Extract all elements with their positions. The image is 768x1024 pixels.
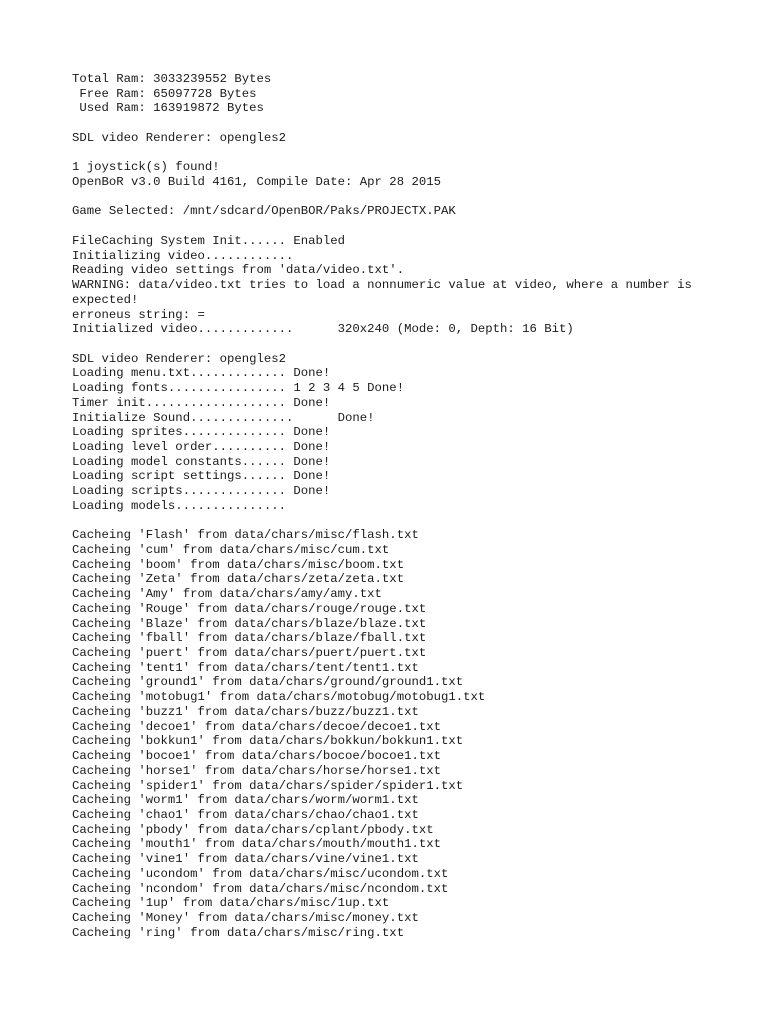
log-line-loading: Timer init................... Done! [72,395,331,410]
log-line-filecaching: FileCaching System Init...... Enabled [72,233,346,248]
log-line-renderer: SDL video Renderer: opengles2 [72,351,287,366]
loading-section [72,366,712,513]
log-line-cacheing: Cacheing 'pbody' from data/chars/cplant/pbody.txt [72,822,434,837]
log-line-warning: WARNING: data/video.txt tries to load a nonnumeric value at video, where a number is expected! [72,278,700,307]
log-line-loading: Loading model constants...... Done! [72,454,331,469]
log-line-cacheing: Cacheing 'ncondom' from data/chars/misc/ncondom.txt [72,881,449,896]
log-line-cacheing: Cacheing 'chao1' from data/chars/chao/chao1.txt [72,807,419,822]
memory-section [72,72,712,116]
spacer [72,190,712,205]
log-line-cacheing: Cacheing 'bokkun1' from data/chars/bokkun/bokkun1.txt [72,734,464,749]
log-line-renderer: SDL video Renderer: opengles2 [72,130,287,145]
log-line-used-ram: Used Ram: 163919872 Bytes [72,101,264,116]
log-line-cacheing: Cacheing 'cum' from data/chars/misc/cum.txt [72,543,390,557]
log-line-cacheing: Cacheing 'Amy' from data/chars/amy/amy.txt [72,587,382,602]
log-line-erroneus-string: erroneus string: = [72,307,205,322]
console-log [72,72,712,940]
spacer [72,219,712,234]
log-line-version: OpenBoR v3.0 Build 4161, Compile Date: Apr 28 2015 [72,175,441,190]
log-line-cacheing: Cacheing 'ground1' from data/chars/ground/ground1.txt [72,675,464,690]
log-line-cacheing: Cacheing '1up' from data/chars/misc/1up.txt [72,896,390,911]
log-line-loading: Loading scripts.............. Done! [72,484,331,499]
log-line-cacheing: Cacheing 'ring' from data/chars/misc/ring.txt [72,925,405,940]
log-line-cacheing: Cacheing 'Money' from data/chars/misc/money.txt [72,910,419,925]
log-line-total-ram: Total Ram: 3033239552 Bytes [72,72,272,86]
spacer [72,146,712,161]
log-line-cacheing: Cacheing 'fball' from data/chars/blaze/fball.txt [72,631,427,646]
log-line-loading: Loading script settings...... Done! [72,469,331,484]
log-line-cacheing: Cacheing 'mouth1' from data/chars/mouth/mouth1.txt [72,837,441,852]
log-line-loading: Initialize Sound.............. Done! [72,410,375,425]
log-line-cacheing: Cacheing 'tent1' from data/chars/tent/tent1.txt [72,660,419,675]
caching-section [72,528,712,940]
video-init-section [72,234,712,337]
log-line-cacheing: Cacheing 'vine1' from data/chars/vine/vine1.txt [72,852,419,867]
log-line-initialized-video: Initialized video............. 320x240 (Mode: 0, Depth: 16 Bit) [72,322,574,337]
log-line-loading: Loading sprites.............. Done! [72,425,331,440]
log-line-cacheing: Cacheing 'boom' from data/chars/misc/boom.txt [72,557,405,572]
spacer [72,337,712,352]
log-line-cacheing: Cacheing 'spider1' from data/chars/spider/spider1.txt [72,778,464,793]
log-line-cacheing: Cacheing 'horse1' from data/chars/horse/horse1.txt [72,763,441,778]
log-line-cacheing: Cacheing 'ucondom' from data/chars/misc/ucondom.txt [72,866,449,881]
log-line-loading: Loading menu.txt............. Done! [72,366,331,381]
log-line-cacheing: Cacheing 'Zeta' from data/chars/zeta/zeta.txt [72,572,405,587]
log-line-cacheing: Cacheing 'Flash' from data/chars/misc/flash.txt [72,528,419,543]
log-line-cacheing: Cacheing 'Rouge' from data/chars/rouge/rouge.txt [72,601,427,616]
log-line-joystick: 1 joystick(s) found! [72,160,220,175]
log-line-game-selected: Game Selected: /mnt/sdcard/OpenBOR/Paks/PROJECTX.PAK [72,204,456,219]
log-line-cacheing: Cacheing 'decoe1' from data/chars/decoe/decoe1.txt [72,719,441,734]
log-line-cacheing: Cacheing 'buzz1' from data/chars/buzz/buzz1.txt [72,704,419,719]
log-line-free-ram: Free Ram: 65097728 Bytes [72,86,257,101]
log-line-cacheing: Cacheing 'Blaze' from data/chars/blaze/blaze.txt [72,616,427,631]
log-line-init-video: Initializing video............ [72,248,294,263]
log-line-cacheing: Cacheing 'puert' from data/chars/puert/puert.txt [72,646,427,661]
log-line-cacheing: Cacheing 'worm1' from data/chars/worm/worm1.txt [72,793,419,808]
log-line-loading: Loading models............... [72,498,287,513]
spacer [72,116,712,131]
log-line-loading: Loading level order.......... Done! [72,439,331,454]
log-line-reading-settings: Reading video settings from 'data/video.txt'. [72,263,405,278]
log-line-cacheing: Cacheing 'motobug1' from data/chars/motobug/motobug1.txt [72,690,486,705]
spacer [72,514,712,529]
log-line-loading: Loading fonts................ 1 2 3 4 5 Done! [72,381,405,396]
log-line-cacheing: Cacheing 'bocoe1' from data/chars/bocoe/bocoe1.txt [72,749,441,764]
